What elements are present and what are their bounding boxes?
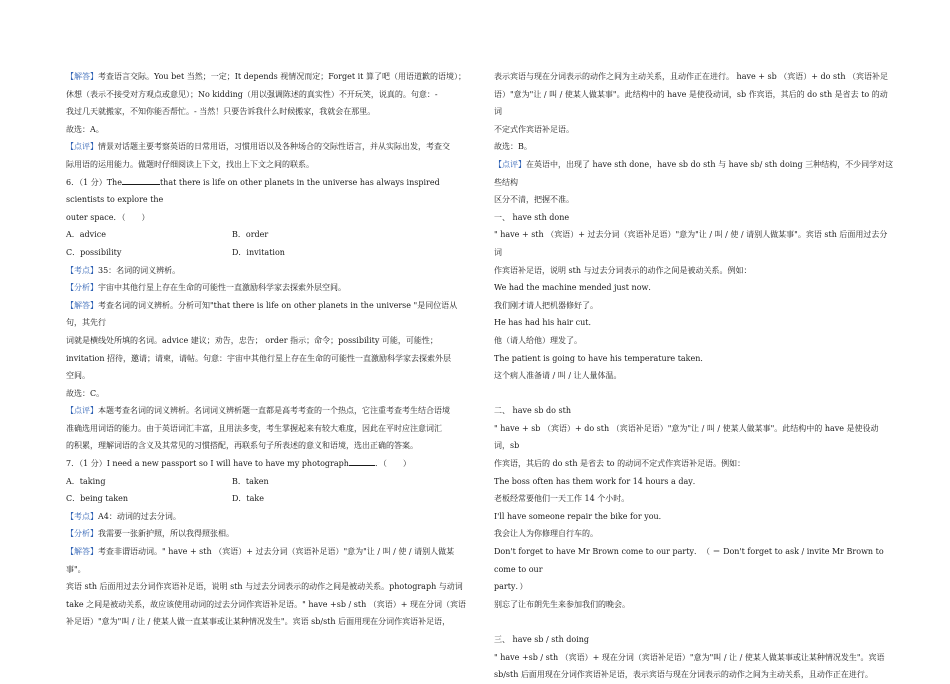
- line-text: 情景对话题主要考察英语的日常用语，习惯用语以及各种场合的交际性语言，并从实际出发，考查交: [98, 142, 450, 152]
- answer-line: [66, 385, 470, 403]
- line-text: 考查非谓语动词。" have + sth （宾语）+ 过去分词（宾语补足语）"意为"让 / 叫 / 使 / 请别人做某事"。: [66, 547, 455, 574]
- options-row: [66, 244, 470, 262]
- kaodian-tag: 【考点】: [66, 265, 98, 275]
- text-line: [66, 138, 470, 156]
- options-row: [66, 226, 470, 244]
- option-a: A．advice: [66, 230, 106, 240]
- line-text: 际用语的运用能力。做题时仔细阅读上下文，找出上下文之间的联系。: [66, 159, 314, 169]
- text-line: 语）"意为"让 / 叫 / 使某人做某事"。此结构中的 have 是使役动词，sb 作宾语，其后的 do sth 是省去 to 的动词: [494, 89, 888, 117]
- fenxi-line: [66, 525, 470, 543]
- line-text: take 之间是被动关系，故应该使用动词的过去分词作宾语补足语。" have +sb / sth （宾语）+ 现在分词（宾语: [66, 599, 467, 609]
- text-line: [66, 613, 470, 631]
- example-line: We had the machine mended just now．: [494, 283, 657, 293]
- text-line: [66, 420, 470, 438]
- line-text: 宾语 sth 后面用过去分词作宾语补足语，说明 sth 与过去分词表示的动作之间是被动关系。photograph 与动词: [66, 582, 463, 592]
- line-text: 休想（表示不接受对方观点或意见）；No kidding（用以强调陈述的真实性）不开玩笑，说真的。句意：-: [66, 89, 438, 99]
- option-b: B．taken: [232, 476, 269, 486]
- text-line: 表示宾语与现在分词表示的动作之间为主动关系，且动作正在进行。 have + sb （宾语）+ do sth （宾语补足: [494, 72, 889, 81]
- text-line: [66, 68, 470, 86]
- line-text: invitation 招待，邀请；请柬，请帖。句意：宇宙中其他行星上存在生命的可能性一直激励科学家去探索外层: [66, 353, 452, 363]
- option-d: D．invitation: [232, 247, 285, 257]
- text-line: [66, 350, 470, 368]
- stem-text: that there is life on other planets in the universe has always inspired scientists to explore the: [66, 177, 440, 205]
- section-title: 二、 have sb do sth: [494, 406, 571, 416]
- question-stem: [66, 455, 470, 473]
- stem-text: 7．（1 分）I need a new passport so I will have to have my photograph: [66, 459, 349, 469]
- text-line: 作宾语，其后的 do sth 是省去 to 的动词不定式作宾语补足语。例如：: [494, 459, 746, 469]
- example-line: 我们刚才请人把机器修好了。: [494, 300, 598, 310]
- fenxi-tag: 【分析】: [66, 529, 98, 539]
- fenxi-tag: 【分析】: [66, 283, 98, 293]
- line-text: 空间。: [66, 371, 90, 381]
- section-have-sb-sth-doing: [494, 631, 894, 684]
- section-title: 一、 have sth done: [494, 212, 570, 222]
- stem-text: 6．（1 分）The: [66, 177, 122, 187]
- line-text: 本题考查名词的词义辨析。名词词义辨析题一直都是高考考查的一个热点，它注重考查考生结合语境: [98, 406, 450, 416]
- text-line: [66, 578, 470, 596]
- option-d: D．take: [232, 494, 264, 504]
- option-c: C．possibility: [66, 247, 122, 257]
- right-column: [494, 68, 894, 684]
- example-line: The patient is going to have his temperature taken．: [494, 353, 709, 363]
- example-line: He has had his hair cut．: [494, 318, 597, 328]
- text-line: [66, 437, 470, 455]
- option-c: C．being taken: [66, 494, 129, 504]
- line-text: 故选：A。: [66, 124, 104, 134]
- example-line: Don't forget to have Mr Brown come to our party． （ ＝ Don't forget to ask / invite Mr Brown to come to our: [494, 547, 884, 574]
- text-line: [66, 367, 470, 385]
- text-line: " have +sb / sth （宾语）+ 现在分词（宾语补足语）"意为"叫 / 让 / 使某人做某事或让某种情况发生"。宾语: [494, 652, 885, 662]
- answer-blank: [122, 176, 160, 185]
- text-line: [66, 297, 470, 332]
- line-text: 在英语中，出现了 have sth done，have sb do sth 与 have sb/ sth doing 三种结构，不少同学对这些结构: [494, 159, 894, 187]
- text-line: [66, 543, 470, 578]
- section-title: 三、 have sb / sth doing: [494, 635, 590, 644]
- line-text: 我过几天就搬家，不知你能否帮忙。- 当然！只要告诉我什么时候搬家，我就会在那里。: [66, 107, 376, 117]
- line-text: 准确选用词语的能力。由于英语词汇丰富，且用法多变，考生掌握起来有较大难度，因此在平时应注意词汇: [66, 423, 442, 433]
- fenxi-line: [66, 279, 470, 297]
- left-column: [66, 68, 470, 631]
- dianping-tag: 【点评】: [66, 406, 98, 416]
- kaodian-line: [66, 508, 470, 526]
- question-6: [66, 174, 470, 456]
- kaodian-line: [66, 262, 470, 280]
- example-line: 这个病人准备请 / 叫 / 让人量体温。: [494, 371, 622, 381]
- jieda-tag: 【解答】: [66, 547, 98, 557]
- example-line: 老板经常要他们一天工作 14 个小时。: [494, 494, 630, 504]
- line-text: 35：名词的词义辨析。: [98, 265, 181, 275]
- example-line: 我会让人为你修理自行车的。: [494, 529, 598, 539]
- question-stem: [66, 174, 470, 209]
- answer-line: 故选：B。: [494, 142, 532, 152]
- jieda-tag: 【解答】: [66, 72, 98, 81]
- text-line: " have + sth （宾语）+ 过去分词（宾语补足语）"意为"让 / 叫 / 使 / 请别人做某事"。宾语 sth 后面用过去分词: [494, 230, 888, 257]
- jieda-tag: 【解答】: [66, 300, 98, 310]
- question-7: [66, 455, 470, 631]
- question-stem: [66, 209, 470, 227]
- options-row: [66, 473, 470, 491]
- spacer: [494, 613, 894, 631]
- text-line: [66, 332, 470, 350]
- options-row: [66, 490, 470, 508]
- section-have-sth-done: [494, 209, 894, 385]
- text-line: [66, 86, 470, 104]
- option-b: B．order: [232, 230, 269, 240]
- line-text: A4：动词的过去分词。: [98, 511, 181, 521]
- text-line: [494, 156, 894, 191]
- line-text: 故选：C。: [66, 388, 105, 398]
- q5-comment: [66, 138, 470, 173]
- option-a: A．taking: [66, 476, 106, 486]
- section-have-sb-do-sth: [494, 402, 894, 613]
- line-text: 考查语言交际。You bet 当然；一定；It depends 视情况而定；Forget it 算了吧（用语道歉的语境）；: [98, 72, 466, 81]
- line-text: 的积累，理解词语的含义及其常见的习惯搭配，再联系句子所表述的意义和语境，选出正确的答案。: [66, 441, 418, 451]
- text-line: sb/sth 后面用现在分词作宾语补足语，表示宾语与现在分词表示的动作之间为主动关系，且动作正在进行。: [494, 670, 873, 680]
- q5-analysis: [66, 68, 470, 138]
- kaodian-tag: 【考点】: [66, 511, 98, 521]
- example-line: The boss often has them work for 14 hours a day．: [494, 476, 701, 486]
- example-line: 别忘了让布朗先生来参加我们的晚会。: [494, 599, 630, 609]
- dianping-tag: 【点评】: [66, 142, 98, 152]
- line-text: 宇宙中其他行星上存在生命的可能性一直激励科学家去探索外层空间。: [98, 283, 346, 293]
- text-line: 作宾语补足语，说明 sth 与过去分词表示的动作之间是被动关系。例如：: [494, 265, 752, 275]
- stem-text: outer space．（ ）: [66, 212, 150, 222]
- example-line: party．）: [494, 582, 528, 592]
- answer-blank: [349, 457, 375, 466]
- example-line: I'll have someone repair the bike for you．: [494, 511, 667, 521]
- spacer: [494, 385, 894, 403]
- text-line: " have + sb （宾语）+ do sth （宾语补足语）"意为"让 / 叫 / 使某人做某事"。此结构中的 have 是使役动词，sb: [494, 423, 879, 451]
- line-text: 我需要一张新护照，所以我得照张相。: [98, 529, 234, 539]
- text-line: 不定式作宾语补足语。: [494, 124, 574, 134]
- example-line: 他（请人给他）理发了。: [494, 335, 582, 345]
- line-text: 考查名词的词义辨析。分析可知"that there is life on other planets in the universe "是同位语从句，其先行: [66, 300, 458, 328]
- stem-text: ．（ ）: [374, 459, 411, 469]
- text-line: [66, 103, 470, 121]
- text-line: 区分不清，把握不准。: [494, 195, 574, 205]
- text-line: [66, 596, 470, 614]
- text-line: [66, 402, 470, 420]
- line-text: 词就是横线处所填的名词。advice 建议；劝告，忠告； order 指示；命令；possibility 可能，可能性；: [66, 335, 438, 345]
- dianping-tag: 【点评】: [494, 159, 526, 169]
- line-text: 补足语）"意为"叫 / 让 / 使某人做一直某事或让某种情况发生"。宾语 sb/sth 后面用现在分词作宾语补足语，: [66, 617, 451, 627]
- answer-line: [66, 121, 470, 139]
- text-line: [66, 156, 470, 174]
